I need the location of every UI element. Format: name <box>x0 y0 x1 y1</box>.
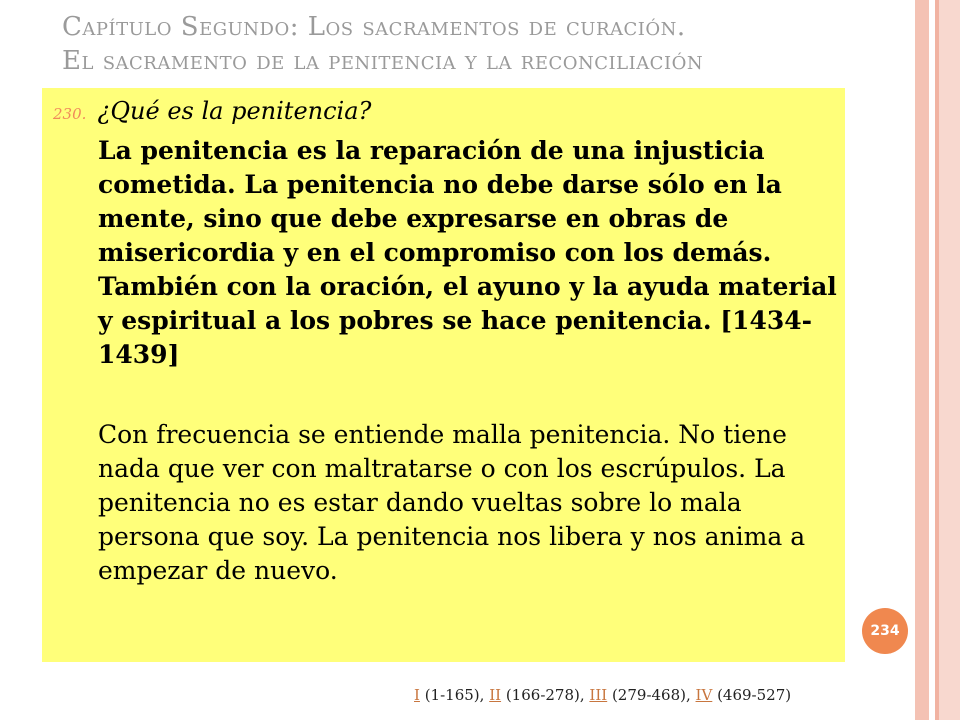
decorative-stripe <box>939 0 960 720</box>
footer-nav <box>414 686 791 704</box>
slide-title-line-2: El sacramento de la penitencia y la reconciliación <box>62 46 704 76</box>
page-number-badge: 234 <box>862 608 908 654</box>
footer-range: (279-468), <box>607 686 696 704</box>
content-box <box>42 88 845 662</box>
footer-range: (469-527) <box>712 686 792 704</box>
decorative-stripe <box>915 0 929 720</box>
footer-link-part-1[interactable]: I <box>414 686 420 704</box>
footer-link-part-2[interactable]: II <box>489 686 502 704</box>
comment-text: Con frecuencia se entiende malla penitencia. No tiene nada que ver con maltratarse o con los escrúpulos. La penitencia no es estar dando vueltas sobre lo mala persona que soy. La penitencia nos libera y nos anima a empezar de nuevo. <box>98 420 806 585</box>
answer-text: La penitencia es la reparación de una injusticia cometida. La penitencia no debe darse sólo en la mente, sino que debe expresarse en obras de misericordia y en el compromiso con los demás. También con la oración, el ayuno y la ayuda material y espiritual a los pobres se hace penitencia. [1434-1439] <box>98 136 837 369</box>
footer-range: (1-165), <box>419 686 490 704</box>
footer-range: (166-278), <box>501 686 590 704</box>
question <box>53 97 371 125</box>
question-number: 230. <box>53 105 87 123</box>
footer-link-part-3[interactable]: III <box>589 686 608 704</box>
slide-title-line-1: Capítulo Segundo: Los sacramentos de curación. <box>62 12 686 42</box>
slide-title <box>62 10 902 78</box>
question-text: ¿Qué es la penitencia? <box>97 97 372 125</box>
footer-link-part-4[interactable]: IV <box>695 686 713 704</box>
